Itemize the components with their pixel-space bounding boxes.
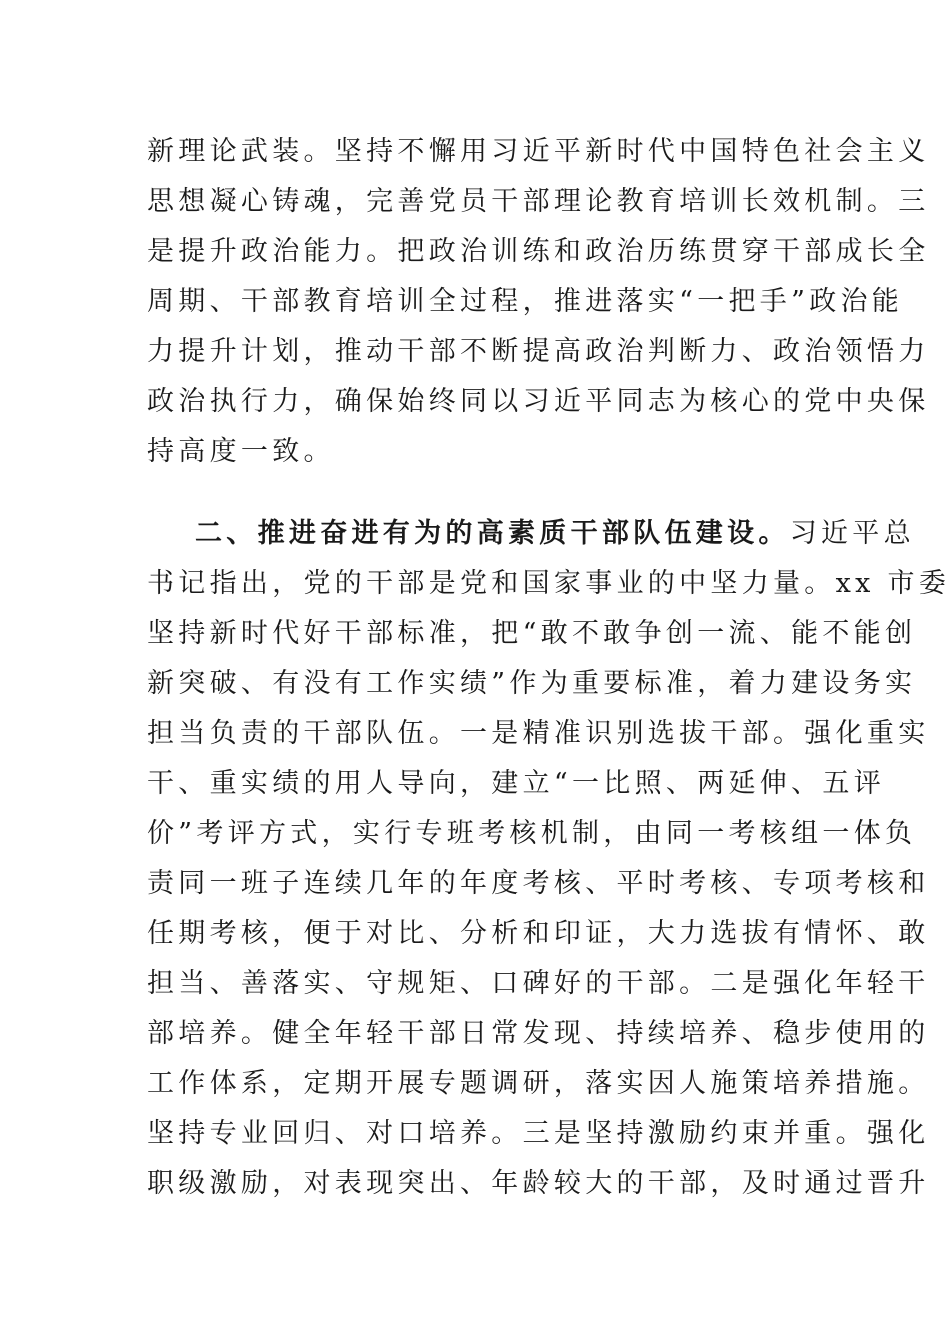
text-line: 是提升政治能力。把政治训练和政治历练贯穿干部成长全 [147, 236, 930, 267]
text-line: 价”考评方式，实行专班考核机制，由同一考核组一体负 [147, 818, 917, 849]
text-line: 部培养。健全年轻干部日常发现、持续培养、稳步使用的 [147, 1018, 930, 1049]
text-line: 担当、善落实、守规矩、口碑好的干部。二是强化年轻干 [147, 968, 930, 999]
text-line: 职级激励，对表现突出、年龄较大的干部，及时通过晋升 [147, 1168, 930, 1199]
text-line: 工作体系，定期开展专题调研，落实因人施策培养措施。 [147, 1068, 930, 1099]
text-line: 新理论武装。坚持不懈用习近平新时代中国特色社会主义 [147, 136, 930, 167]
text-line: 思想凝心铸魂，完善党员干部理论教育培训长效机制。三 [147, 186, 930, 217]
text-line: 任期考核，便于对比、分析和印证，大力选拔有情怀、敢 [147, 918, 930, 949]
heading-line-rest: 习近平总 [789, 518, 915, 549]
text-line: 坚持新时代好干部标准，把“敢不敢争创一流、能不能创 [147, 618, 917, 649]
section-heading-line [195, 514, 915, 554]
text-line: 新突破、有没有工作实绩”作为重要标准，着力建设务实 [147, 668, 917, 699]
text-line: 书记指出，党的干部是党和国家事业的中坚力量。xx 市委 [147, 568, 950, 599]
text-line: 周期、干部教育培训全过程，推进落实“一把手”政治能 [147, 286, 904, 317]
text-line: 坚持专业回归、对口培养。三是坚持激励约束并重。强化 [147, 1118, 930, 1149]
text-line: 持高度一致。 [147, 436, 335, 467]
text-line: 政治执行力，确保始终同以习近平同志为核心的党中央保 [147, 386, 930, 417]
text-line: 责同一班子连续几年的年度考核、平时考核、专项考核和 [147, 868, 930, 899]
section-heading: 二、推进奋进有为的高素质干部队伍建设。 [195, 518, 790, 549]
text-line: 担当负责的干部队伍。一是精准识别选拔干部。强化重实 [147, 718, 930, 749]
text-line: 干、重实绩的用人导向，建立“一比照、两延伸、五评 [147, 768, 886, 799]
text-line: 力提升计划，推动干部不断提高政治判断力、政治领悟力 [147, 336, 930, 367]
